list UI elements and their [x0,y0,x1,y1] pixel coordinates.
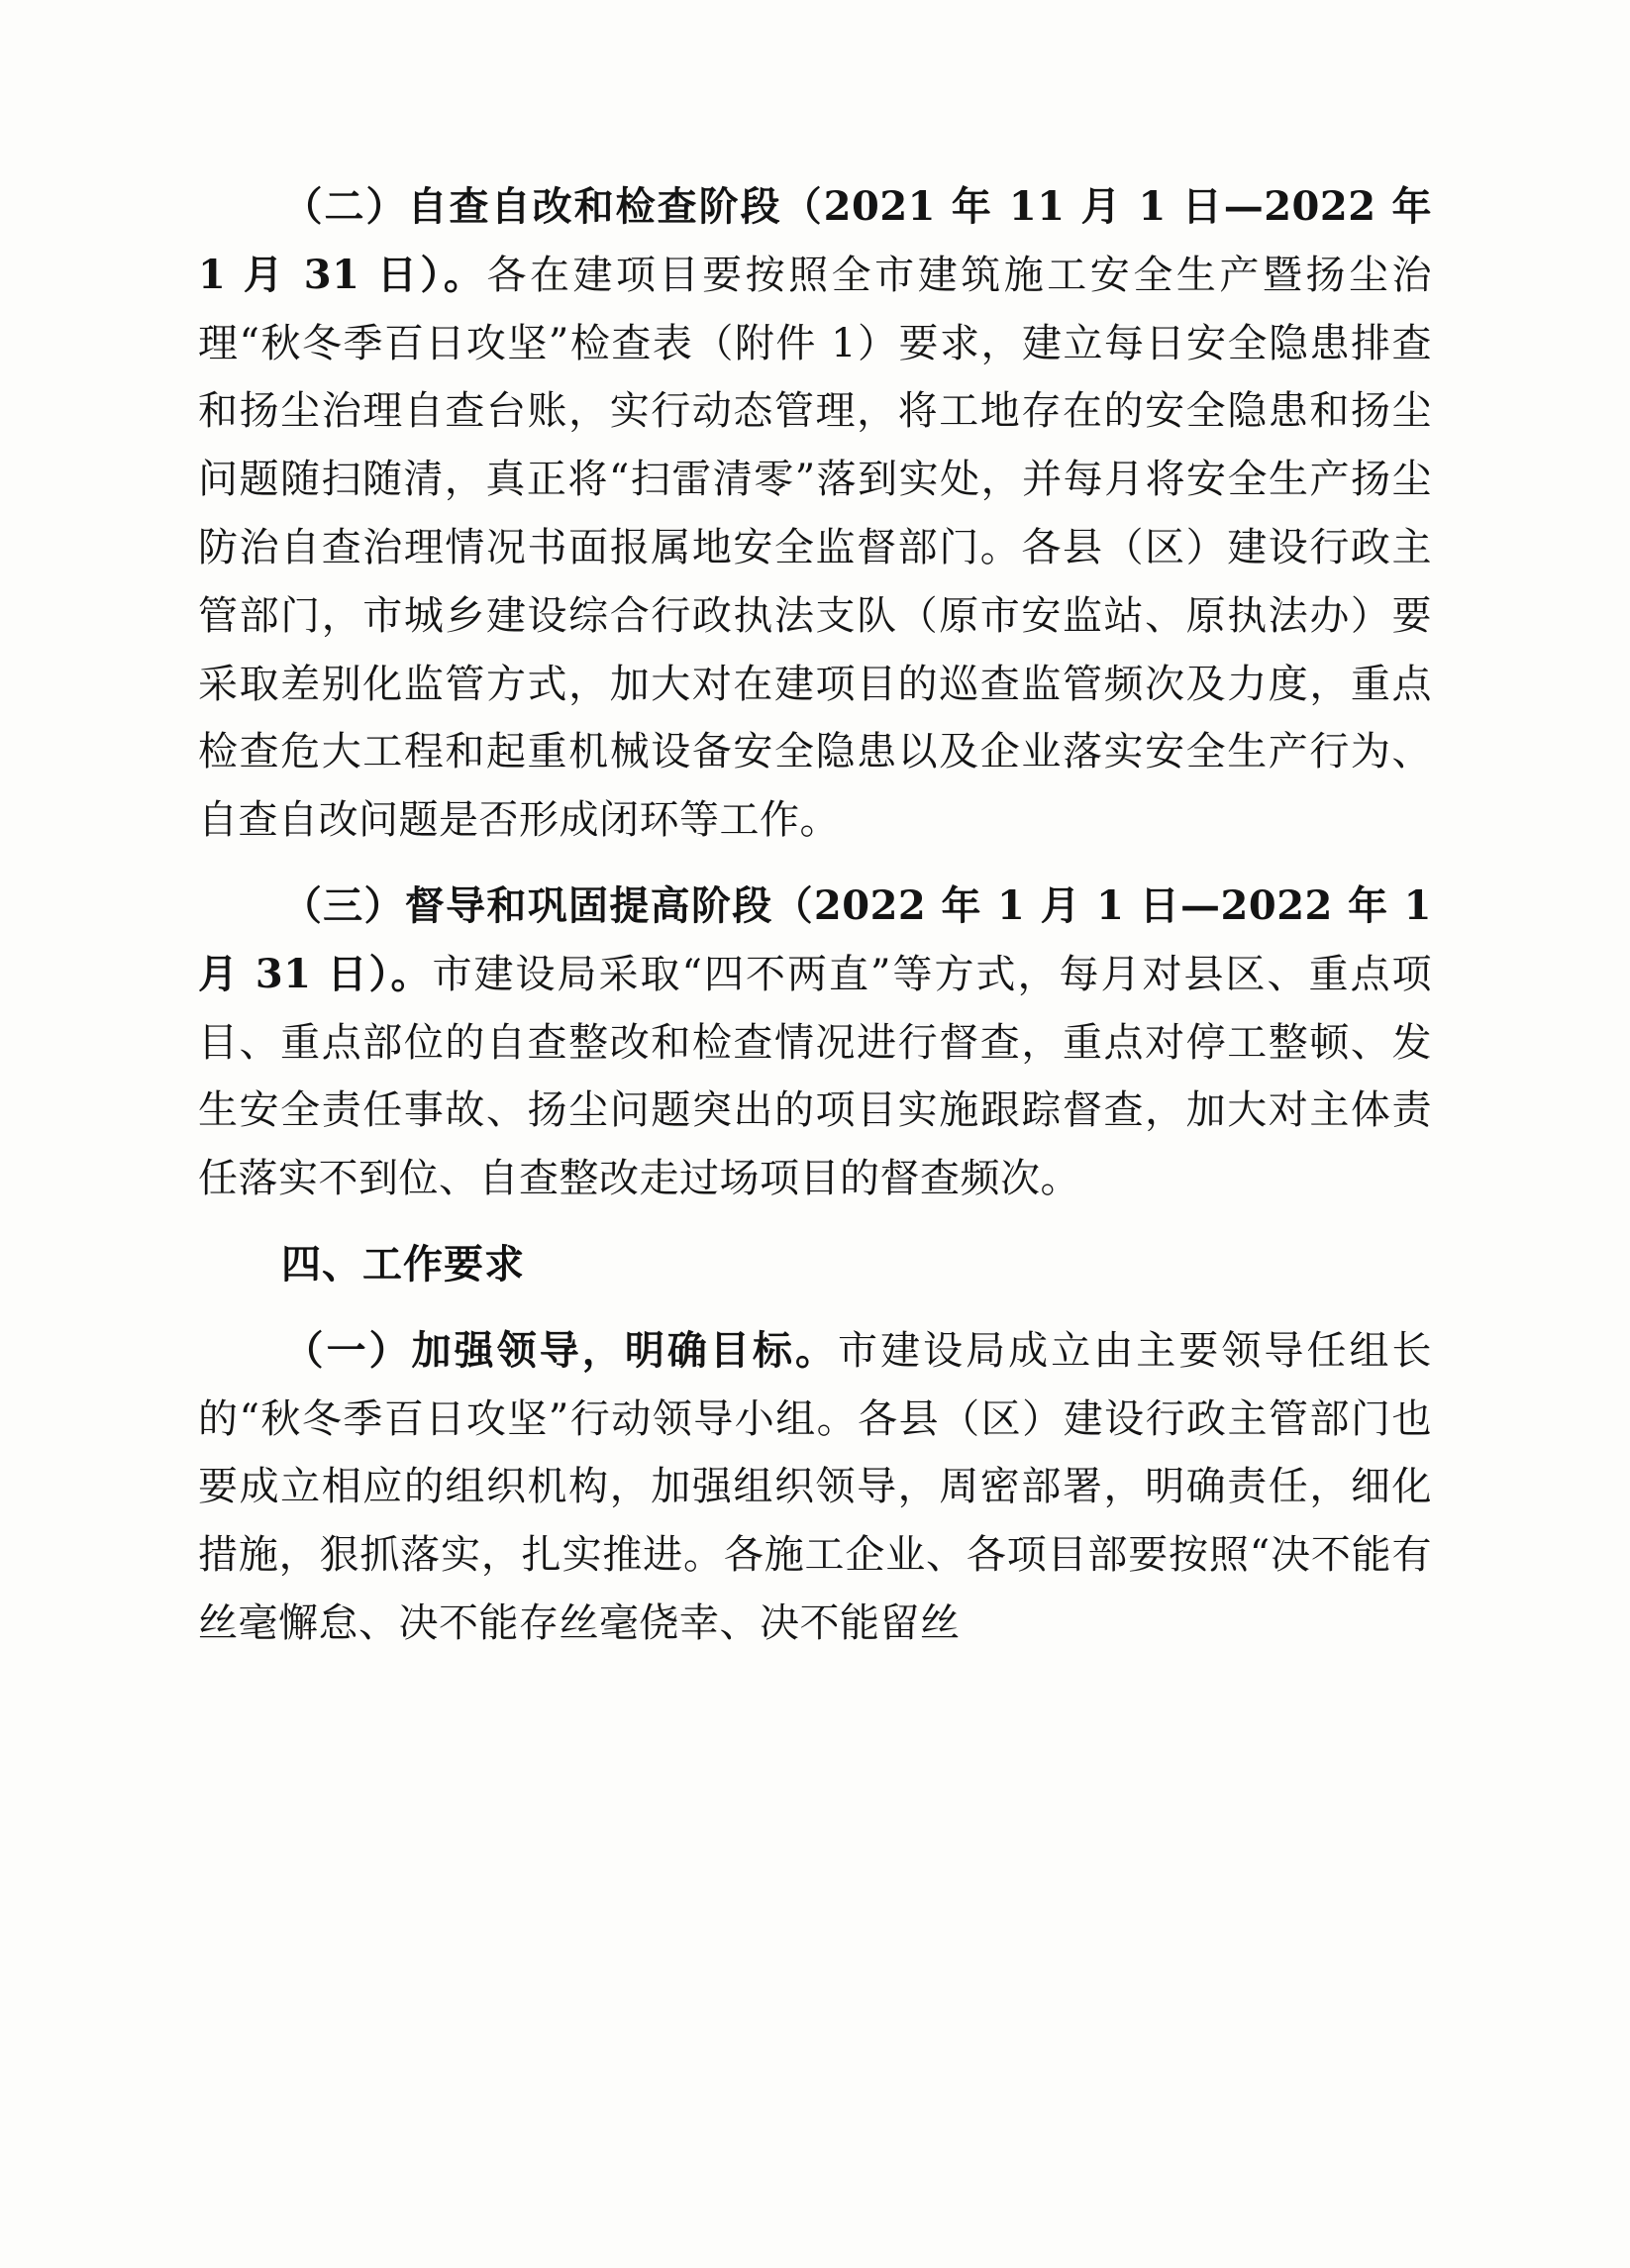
paragraph-strengthen-leadership [198,1317,1432,1658]
paragraph-strengthen-leadership-text: 市建设局成立由主要领导任组长的“秋冬季百日攻坚”行动领导小组。各县（区）建设行政主管部门也要成立相应的组织机构，加强组织领导，周密部署，明确责任，细化措施，狠抓落实，扎实推进。各施工企业、各项目部要按照“决不能有丝毫懈怠、决不能存丝毫侥幸、决不能留丝 [198,1327,1433,1646]
paragraph-phase-two-lead: （二）自查自改和检查阶段（2021 年 11 月 1 日—2022 年 1 月 31 日）。 [198,183,1432,298]
paragraph-phase-three-text: 市建设局采取“四不两直”等方式，每月对县区、重点项目、重点部位的自查整改和检查情况进行督查，重点对停工整顿、发生安全责任事故、扬尘问题突出的项目实施跟踪督查，加大对主体责任落实不到位、自查整改走过场项目的督查频次。 [198,951,1432,1202]
paragraph-gap [198,1221,1432,1231]
paragraph-phase-two [198,173,1432,855]
paragraph-phase-three-lead: （三）督导和巩固提高阶段（2022 年 1 月 1 日—2022 年 1 月 31 日）。 [198,881,1432,997]
section-heading-work-requirements [198,1231,1432,1299]
paragraph-strengthen-leadership-lead: （一）加强领导，明确目标。 [281,1326,839,1374]
paragraph-gap [198,863,1432,873]
paragraph-phase-three [198,873,1432,1213]
section-heading-text: 四、工作要求 [281,1240,525,1288]
document-body [198,173,1432,1658]
paragraph-phase-two-text: 各在建项目要按照全市建筑施工安全生产暨扬尘治理“秋冬季百日攻坚”检查表（附件 1）要求，建立每日安全隐患排查和扬尘治理自查台账，实行动态管理，将工地存在的安全隐患和扬尘问题随扫随清，真正将“扫雷清零”落到实处，并每月将安全生产扬尘防治自查治理情况书面报属地安全监督部门。各县（区）建设行政主管部门，市城乡建设综合行政执法支队（原市安监站、原执法办）要采取差别化监管方式，加大对在建项目的巡查监管频次及力度，重点检查危大工程和起重机械设备安全隐患以及企业落实安全生产行为、自查自改问题是否形成闭环等工作。 [198,252,1432,844]
paragraph-gap [198,1307,1432,1317]
